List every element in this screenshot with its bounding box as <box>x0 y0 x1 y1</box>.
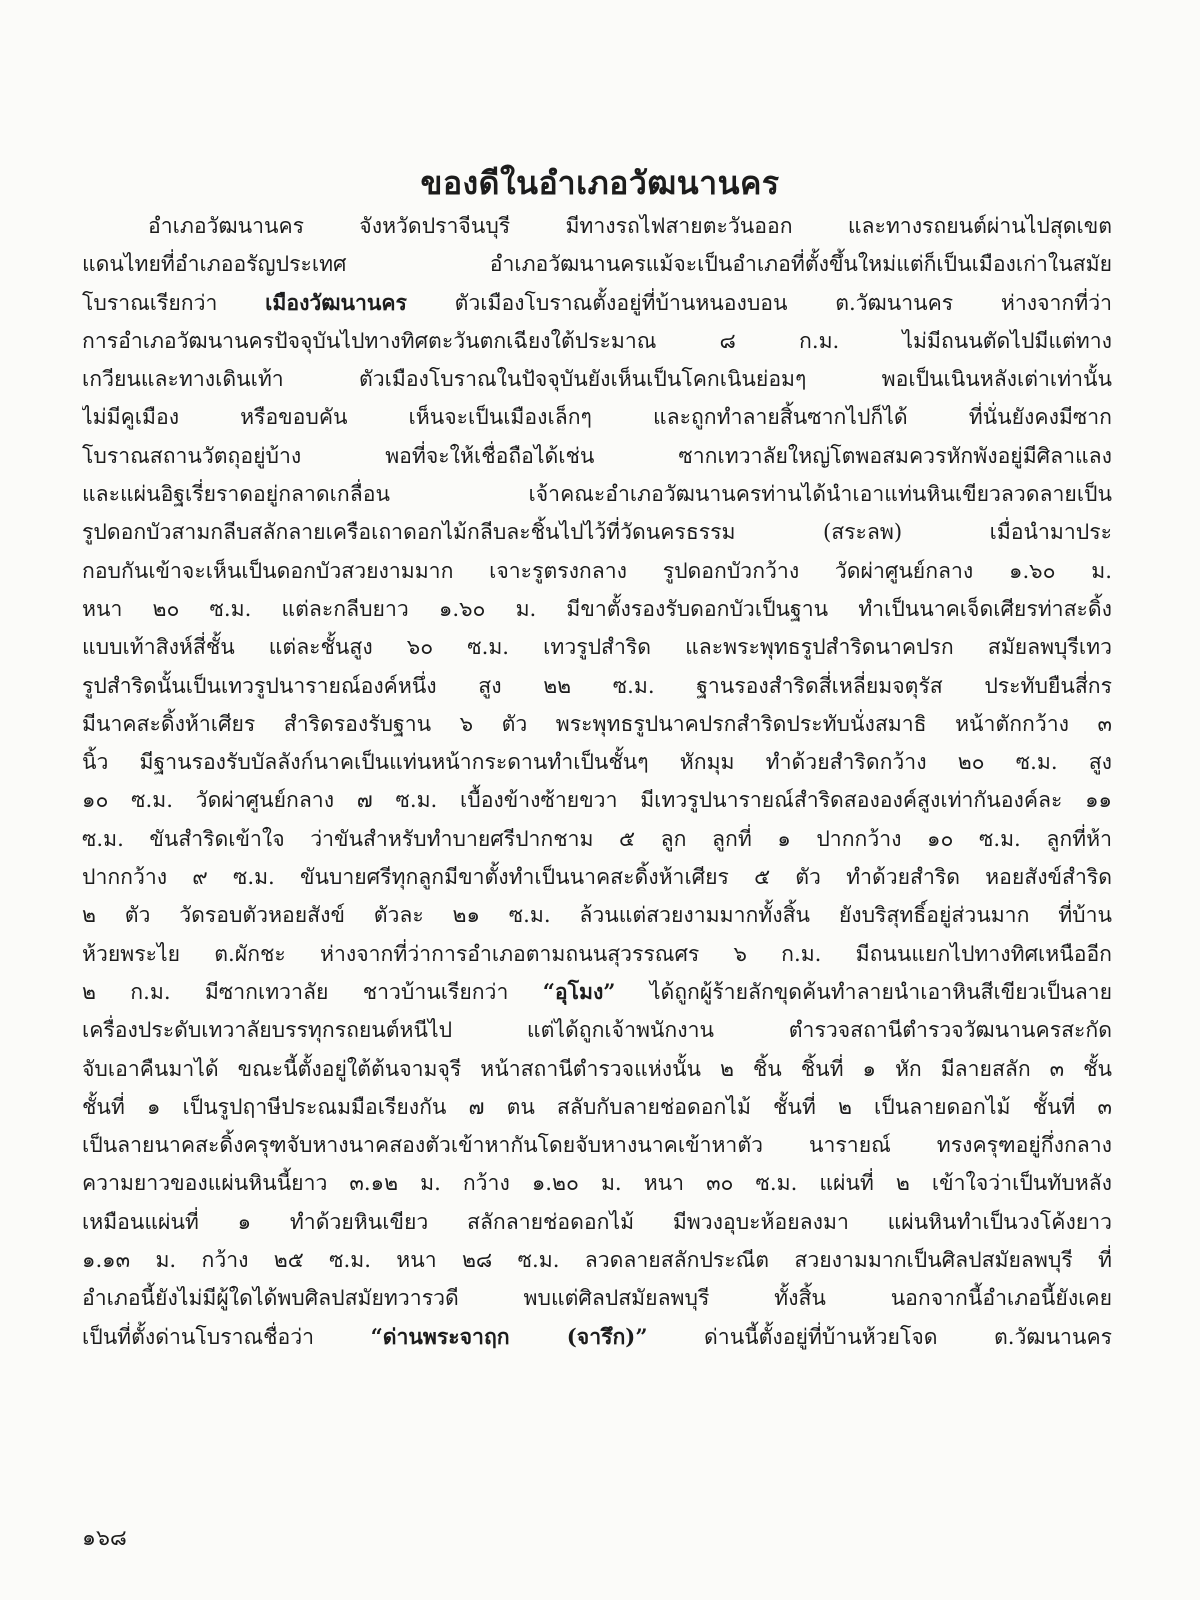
text-span: ตัวเมืองโบราณตั้งอยู่ที่บ้านหนองบอน ต.วัฒนานคร ห่างจากที่ว่า <box>406 289 1112 315</box>
text-line <box>82 1050 1112 1088</box>
text-span: ปากกว้าง ๙ ซ.ม. ขันบายศรีทุกลูกมีขาตั้งทำเป็นนาคสะดิ้งห้าเศียร ๕ ตัว ทำด้วยสำริด หอยสังข์สำริด <box>82 864 1112 890</box>
bold-term: “อุโมง” <box>542 978 616 1004</box>
text-line <box>82 207 1112 245</box>
page-number: ๑๖๘ <box>82 1526 127 1551</box>
text-span: เหมือนแผ่นที่ ๑ ทำด้วยหินเขียว สลักลายช่อดอกไม้ มีพวงอุบะห้อยลงมา แผ่นหินทำเป็นวงโค้งยาว <box>82 1208 1112 1234</box>
text-span: ซ.ม. ขันสำริดเข้าใจ ว่าขันสำหรับทำบายศรีปากชาม ๕ ลูก ลูกที่ ๑ ปากกว้าง ๑๐ ซ.ม. ลูกที่ห้า <box>82 825 1112 851</box>
text-line <box>82 820 1112 858</box>
text-span: เป็นลายนาคสะดิ้งครุฑจับหางนาคสองตัวเข้าหากันโดยจับหางนาคเข้าหาตัว นารายณ์ ทรงครุฑอยู่กึ่งกลาง <box>82 1132 1112 1158</box>
text-line <box>82 1203 1112 1241</box>
text-span: ด่านนี้ตั้งอยู่ที่บ้านห้วยโจด ต.วัฒนานคร <box>647 1323 1112 1349</box>
text-line <box>82 1318 1112 1356</box>
text-line <box>82 437 1112 475</box>
text-span: การอำเภอวัฒนานครปัจจุบันไปทางทิศตะวันตกเฉียงใต้ประมาณ ๘ ก.ม. ไม่มีถนนตัดไปมีแต่ทาง <box>82 327 1112 353</box>
text-span: โบราณสถานวัตถุอยู่บ้าง พอที่จะให้เชื่อถือได้เช่น ซากเทวาลัยใหญ่โตพอสมควรหักพังอยู่มีศิลาแลง <box>82 442 1112 468</box>
text-span: ได้ถูกผู้ร้ายลักขุดค้นทำลายนำเอาหินสีเขียวเป็นลาย <box>615 978 1112 1004</box>
text-line <box>82 284 1112 322</box>
text-span: หนา ๒๐ ซ.ม. แต่ละกลีบยาว ๑.๖๐ ม. มีขาตั้งรองรับดอกบัวเป็นฐาน ทำเป็นนาคเจ็ดเศียรท่าสะดิ้ง <box>82 595 1112 621</box>
text-line <box>82 1126 1112 1164</box>
text-line <box>82 322 1112 360</box>
text-span: ๒ ตัว วัดรอบตัวหอยสังข์ ตัวละ ๒๑ ซ.ม. ล้วนแต่สวยงามมากทั้งสิ้น ยังบริสุทธิ์อยู่ส่วนมาก ที่บ้าน <box>82 902 1112 928</box>
text-span: จับเอาคืนมาได้ ขณะนี้ตั้งอยู่ใต้ต้นจามจุรี หน้าสถานีตำรวจแห่งนั้น ๒ ชิ้น ชิ้นที่ ๑ หัก มีลายสลัก ๓ ชั้น <box>82 1055 1112 1081</box>
text-line <box>82 475 1112 513</box>
text-span: และแผ่นอิฐเรี่ยราดอยู่กลาดเกลื่อน เจ้าคณะอำเภอวัฒนานครท่านได้นำเอาแท่นหินเขียวลวดลายเป็น <box>82 481 1112 507</box>
text-line <box>82 1279 1112 1317</box>
text-line <box>82 667 1112 705</box>
text-span: นิ้ว มีฐานรองรับบัลลังก์นาคเป็นแท่นหน้ากระดานทำเป็นชั้นๆ หักมุม ทำด้วยสำริดกว้าง ๒๐ ซ.ม. สูง <box>82 749 1112 775</box>
text-line <box>82 245 1112 283</box>
text-line <box>82 858 1112 896</box>
bold-term: “ด่านพระจาฤก (จารึก)” <box>370 1323 648 1349</box>
text-span: ห้วยพระไย ต.ผักชะ ห่างจากที่ว่าการอำเภอตามถนนสุวรรณศร ๖ ก.ม. มีถนนแยกไปทางทิศเหนืออีก <box>82 940 1112 966</box>
text-line <box>82 628 1112 666</box>
text-span: เป็นที่ตั้งด่านโบราณชื่อว่า <box>82 1323 371 1349</box>
page-title: ของดีในอำเภอวัฒนานคร <box>420 164 780 202</box>
text-span: ไม่มีคูเมือง หรือขอบคัน เห็นจะเป็นเมืองเล็กๆ และถูกทำลายสิ้นซากไปก็ได้ ที่นั่นยังคงมีซาก <box>82 404 1112 430</box>
text-span: ๑.๑๓ ม. กว้าง ๒๕ ซ.ม. หนา ๒๘ ซ.ม. ลวดลายสลักประณีต สวยงามมากเป็นศิลปสมัยลพบุรี ที่ <box>82 1247 1112 1273</box>
text-span: กอบกันเข้าจะเห็นเป็นดอกบัวสวยงามมาก เจาะรูตรงกลาง รูปดอกบัวกว้าง วัดผ่าศูนย์กลาง ๑.๖๐ ม. <box>82 557 1112 583</box>
text-line <box>82 1088 1112 1126</box>
text-line <box>82 552 1112 590</box>
text-line <box>82 743 1112 781</box>
text-span: เกวียนและทางเดินเท้า ตัวเมืองโบราณในปัจจุบันยังเห็นเป็นโคกเนินย่อมๆ พอเป็นเนินหลังเต่าเท่านั้น <box>82 366 1112 392</box>
text-line <box>82 513 1112 551</box>
text-line <box>82 360 1112 398</box>
text-line <box>82 1164 1112 1202</box>
text-line <box>82 590 1112 628</box>
text-span: ๒ ก.ม. มีซากเทวาลัย ชาวบ้านเรียกว่า <box>82 978 543 1004</box>
text-line <box>82 896 1112 934</box>
body-text <box>82 207 1112 1356</box>
text-span: อำเภอวัฒนานคร จังหวัดปราจีนบุรี มีทางรถไฟสายตะวันออก และทางรถยนต์ผ่านไปสุดเขต <box>148 213 1112 238</box>
text-span: แบบเท้าสิงห์สี่ชั้น แต่ละชั้นสูง ๖๐ ซ.ม. เทวรูปสำริด และพระพุทธรูปสำริดนาคปรก สมัยลพบุรีเทว <box>82 634 1112 660</box>
text-line <box>82 705 1112 743</box>
text-span: ๑๐ ซ.ม. วัดผ่าศูนย์กลาง ๗ ซ.ม. เบื้องข้างซ้ายขวา มีเทวรูปนารายณ์สำริดสององค์สูงเท่ากันองค์ละ ๑๑ <box>82 787 1112 813</box>
bold-term: เมืองวัฒนานคร <box>265 289 407 315</box>
text-span: ชั้นที่ ๑ เป็นรูปฤาษีประณมมือเรียงกัน ๗ ตน สลับกับลายช่อดอกไม้ ชั้นที่ ๒ เป็นลายดอกไม้ ชั้นที่ ๓ <box>82 1093 1112 1119</box>
text-span: เครื่องประดับเทวาลัยบรรทุกรถยนต์หนีไป แต่ได้ถูกเจ้าพนักงาน ตำรวจสถานีตำรวจวัฒนานครสะกัด <box>82 1017 1112 1043</box>
text-line <box>82 973 1112 1011</box>
text-span: มีนาคสะดิ้งห้าเศียร สำริดรองรับฐาน ๖ ตัว พระพุทธรูปนาคปรกสำริดประทับนั่งสมาธิ หน้าตักกว้าง ๓ <box>82 710 1112 736</box>
text-span: โบราณเรียกว่า <box>82 289 266 315</box>
text-span: ความยาวของแผ่นหินนี้ยาว ๓.๑๒ ม. กว้าง ๑.๒๐ ม. หนา ๓๐ ซ.ม. แผ่นที่ ๒ เข้าใจว่าเป็นทับหลัง <box>82 1170 1112 1196</box>
text-span: อำเภอนี้ยังไม่มีผู้ใดได้พบศิลปสมัยทวารวดี พบแต่ศิลปสมัยลพบุรี ทั้งสิ้น นอกจากนี้อำเภอนี้ยังเคย <box>82 1285 1112 1311</box>
text-line <box>82 935 1112 973</box>
text-span: แดนไทยที่อำเภออรัญประเทศ อำเภอวัฒนานครแม้จะเป็นอำเภอที่ตั้งขึ้นใหม่แต่ก็เป็นเมืองเก่าในสมัย <box>82 251 1112 277</box>
text-line <box>82 1011 1112 1049</box>
text-line <box>82 781 1112 819</box>
text-span: รูปสำริดนั้นเป็นเทวรูปนารายณ์องค์หนึ่ง สูง ๒๒ ซ.ม. ฐานรองสำริดสี่เหลี่ยมจตุรัส ประทับยืนสี่กร <box>82 672 1112 698</box>
text-line <box>82 1241 1112 1279</box>
text-span: รูปดอกบัวสามกลีบสลักลายเครือเถาดอกไม้กลีบละชิ้นไปไว้ที่วัดนครธรรม (สระลพ) เมื่อนำมาประ <box>82 519 1112 545</box>
text-line <box>82 398 1112 436</box>
